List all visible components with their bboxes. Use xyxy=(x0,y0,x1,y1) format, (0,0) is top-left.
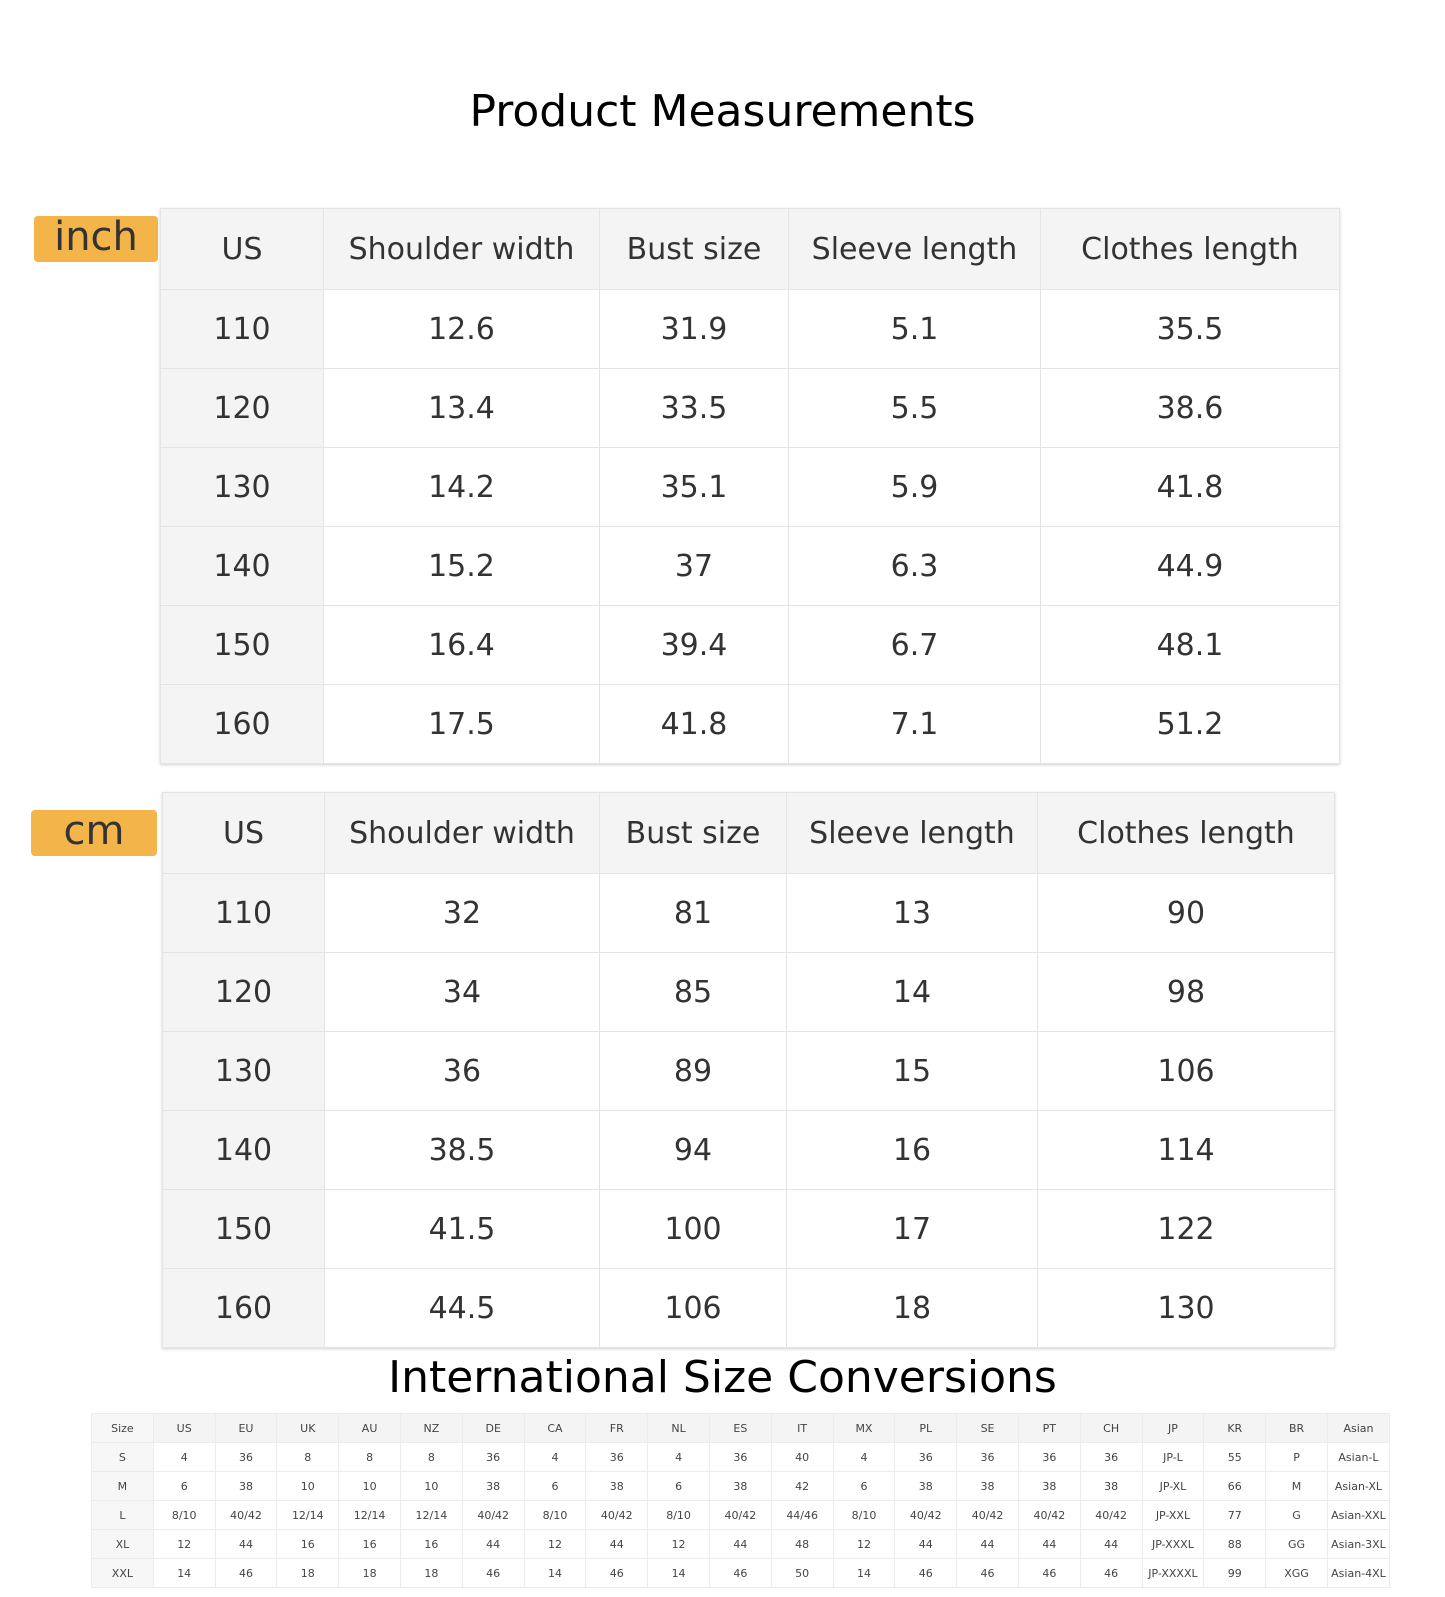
intl-cell: 46 xyxy=(215,1559,277,1588)
cm-cell: 89 xyxy=(600,1032,787,1111)
inch-cell: 160 xyxy=(161,685,324,764)
intl-column-header: BR xyxy=(1266,1414,1328,1443)
cm-cell: 122 xyxy=(1038,1190,1335,1269)
intl-cell: 12 xyxy=(833,1530,895,1559)
intl-cell: 46 xyxy=(586,1559,648,1588)
intl-column-header: PL xyxy=(895,1414,957,1443)
inch-cell: 39.4 xyxy=(600,606,789,685)
intl-column-header: DE xyxy=(462,1414,524,1443)
inch-cell: 17.5 xyxy=(324,685,600,764)
intl-cell: 14 xyxy=(648,1559,710,1588)
intl-cell: 40/42 xyxy=(462,1501,524,1530)
intl-cell: 44 xyxy=(1080,1530,1142,1559)
inch-cell: 140 xyxy=(161,527,324,606)
inch-cell: 35.5 xyxy=(1041,290,1340,369)
cm-cell: 85 xyxy=(600,953,787,1032)
intl-cell: XXL xyxy=(92,1559,154,1588)
intl-column-header: Asian xyxy=(1327,1414,1389,1443)
intl-cell: 16 xyxy=(400,1530,462,1559)
inch-cell: 7.1 xyxy=(789,685,1041,764)
cm-column-header: Shoulder width xyxy=(325,793,600,874)
intl-cell: 38 xyxy=(215,1472,277,1501)
intl-cell: 10 xyxy=(339,1472,401,1501)
intl-cell: XL xyxy=(92,1530,154,1559)
intl-column-header: SE xyxy=(957,1414,1019,1443)
intl-cell: 44 xyxy=(215,1530,277,1559)
inch-cell: 37 xyxy=(600,527,789,606)
intl-cell: 36 xyxy=(586,1443,648,1472)
intl-cell: 36 xyxy=(957,1443,1019,1472)
intl-cell: 10 xyxy=(277,1472,339,1501)
cm-column-header: Clothes length xyxy=(1038,793,1335,874)
intl-cell: G xyxy=(1266,1501,1328,1530)
inch-cell: 12.6 xyxy=(324,290,600,369)
table-row xyxy=(161,290,1340,369)
intl-cell: 40/42 xyxy=(1018,1501,1080,1530)
inch-cell: 41.8 xyxy=(1041,448,1340,527)
cm-cell: 36 xyxy=(325,1032,600,1111)
intl-cell: 38 xyxy=(1018,1472,1080,1501)
intl-column-header: CH xyxy=(1080,1414,1142,1443)
intl-cell: 40/42 xyxy=(709,1501,771,1530)
intl-column-header: Size xyxy=(92,1414,154,1443)
intl-cell: 8/10 xyxy=(648,1501,710,1530)
cm-measurement-table xyxy=(162,792,1335,1348)
intl-cell: 44 xyxy=(709,1530,771,1559)
inch-cell: 15.2 xyxy=(324,527,600,606)
inch-column-header: Clothes length xyxy=(1041,209,1340,290)
intl-cell: 12/14 xyxy=(339,1501,401,1530)
intl-cell: JP-XXXL xyxy=(1142,1530,1204,1559)
intl-cell: P xyxy=(1266,1443,1328,1472)
intl-cell: 46 xyxy=(709,1559,771,1588)
cm-cell: 106 xyxy=(600,1269,787,1348)
table-row xyxy=(163,874,1335,953)
cm-cell: 106 xyxy=(1038,1032,1335,1111)
intl-cell: Asian-XXL xyxy=(1327,1501,1389,1530)
intl-cell: Asian-4XL xyxy=(1327,1559,1389,1588)
intl-cell: 44 xyxy=(957,1530,1019,1559)
intl-cell: 6 xyxy=(833,1472,895,1501)
intl-cell: 18 xyxy=(400,1559,462,1588)
intl-cell: 55 xyxy=(1204,1443,1266,1472)
inch-cell: 6.3 xyxy=(789,527,1041,606)
cm-cell: 13 xyxy=(787,874,1038,953)
cm-cell: 160 xyxy=(163,1269,325,1348)
inch-column-header: Sleeve length xyxy=(789,209,1041,290)
intl-cell: 12/14 xyxy=(277,1501,339,1530)
intl-cell: 38 xyxy=(462,1472,524,1501)
intl-cell: 36 xyxy=(895,1443,957,1472)
intl-cell: 6 xyxy=(648,1472,710,1501)
intl-cell: 12 xyxy=(153,1530,215,1559)
intl-cell: 46 xyxy=(462,1559,524,1588)
intl-size-title: International Size Conversions xyxy=(388,1352,1057,1403)
intl-cell: 4 xyxy=(833,1443,895,1472)
cm-cell: 44.5 xyxy=(325,1269,600,1348)
inch-cell: 13.4 xyxy=(324,369,600,448)
intl-cell: 40/42 xyxy=(586,1501,648,1530)
inch-cell: 33.5 xyxy=(600,369,789,448)
inch-cell: 44.9 xyxy=(1041,527,1340,606)
intl-column-header: KR xyxy=(1204,1414,1266,1443)
intl-cell: M xyxy=(1266,1472,1328,1501)
cm-cell: 114 xyxy=(1038,1111,1335,1190)
intl-cell: 50 xyxy=(771,1559,833,1588)
inch-cell: 38.6 xyxy=(1041,369,1340,448)
table-row xyxy=(92,1501,1390,1530)
intl-cell: 38 xyxy=(709,1472,771,1501)
intl-cell: 36 xyxy=(215,1443,277,1472)
intl-cell: 44/46 xyxy=(771,1501,833,1530)
intl-cell: M xyxy=(92,1472,154,1501)
cm-cell: 34 xyxy=(325,953,600,1032)
cm-cell: 120 xyxy=(163,953,325,1032)
intl-cell: Asian-XL xyxy=(1327,1472,1389,1501)
cm-cell: 18 xyxy=(787,1269,1038,1348)
cm-cell: 130 xyxy=(163,1032,325,1111)
intl-cell: 10 xyxy=(400,1472,462,1501)
inch-cell: 51.2 xyxy=(1041,685,1340,764)
cm-column-header: Bust size xyxy=(600,793,787,874)
intl-cell: 40 xyxy=(771,1443,833,1472)
cm-cell: 41.5 xyxy=(325,1190,600,1269)
intl-cell: S xyxy=(92,1443,154,1472)
intl-column-header: FR xyxy=(586,1414,648,1443)
intl-column-header: CA xyxy=(524,1414,586,1443)
intl-cell: 8 xyxy=(339,1443,401,1472)
inch-cell: 110 xyxy=(161,290,324,369)
intl-cell: Asian-L xyxy=(1327,1443,1389,1472)
cm-unit-tag: cm xyxy=(31,810,157,856)
intl-cell: GG xyxy=(1266,1530,1328,1559)
intl-cell: 40/42 xyxy=(1080,1501,1142,1530)
table-row xyxy=(161,527,1340,606)
cm-header-row xyxy=(163,793,1335,874)
cm-cell: 90 xyxy=(1038,874,1335,953)
intl-column-header: JP xyxy=(1142,1414,1204,1443)
intl-column-header: IT xyxy=(771,1414,833,1443)
cm-cell: 15 xyxy=(787,1032,1038,1111)
intl-cell: 36 xyxy=(1080,1443,1142,1472)
intl-cell: L xyxy=(92,1501,154,1530)
cm-cell: 32 xyxy=(325,874,600,953)
intl-cell: 16 xyxy=(339,1530,401,1559)
intl-cell: Asian-3XL xyxy=(1327,1530,1389,1559)
table-row xyxy=(161,448,1340,527)
inch-header-row xyxy=(161,209,1340,290)
inch-cell: 5.5 xyxy=(789,369,1041,448)
intl-cell: 42 xyxy=(771,1472,833,1501)
table-row xyxy=(161,606,1340,685)
intl-column-header: EU xyxy=(215,1414,277,1443)
cm-column-header: US xyxy=(163,793,325,874)
intl-cell: JP-XXXXL xyxy=(1142,1559,1204,1588)
intl-cell: 36 xyxy=(462,1443,524,1472)
intl-cell: 46 xyxy=(895,1559,957,1588)
cm-cell: 14 xyxy=(787,953,1038,1032)
intl-cell: 40/42 xyxy=(215,1501,277,1530)
table-row xyxy=(163,1032,1335,1111)
intl-cell: 46 xyxy=(1018,1559,1080,1588)
intl-cell: 6 xyxy=(524,1472,586,1501)
intl-cell: 12 xyxy=(524,1530,586,1559)
intl-cell: 44 xyxy=(462,1530,524,1559)
inch-cell: 5.1 xyxy=(789,290,1041,369)
intl-cell: JP-XL xyxy=(1142,1472,1204,1501)
inch-cell: 31.9 xyxy=(600,290,789,369)
inch-cell: 48.1 xyxy=(1041,606,1340,685)
inch-cell: 41.8 xyxy=(600,685,789,764)
cm-cell: 130 xyxy=(1038,1269,1335,1348)
intl-cell: XGG xyxy=(1266,1559,1328,1588)
cm-cell: 17 xyxy=(787,1190,1038,1269)
intl-column-header: AU xyxy=(339,1414,401,1443)
intl-cell: 44 xyxy=(895,1530,957,1559)
table-row xyxy=(92,1443,1390,1472)
inch-unit-tag: inch xyxy=(34,216,158,262)
intl-cell: 18 xyxy=(339,1559,401,1588)
intl-column-header: MX xyxy=(833,1414,895,1443)
cm-cell: 16 xyxy=(787,1111,1038,1190)
inch-cell: 6.7 xyxy=(789,606,1041,685)
intl-cell: 14 xyxy=(153,1559,215,1588)
cm-cell: 94 xyxy=(600,1111,787,1190)
page-title: Product Measurements xyxy=(469,86,976,137)
intl-cell: 99 xyxy=(1204,1559,1266,1588)
cm-cell: 38.5 xyxy=(325,1111,600,1190)
intl-column-header: ES xyxy=(709,1414,771,1443)
table-row xyxy=(163,1269,1335,1348)
inch-cell: 120 xyxy=(161,369,324,448)
inch-cell: 5.9 xyxy=(789,448,1041,527)
intl-cell: 8/10 xyxy=(833,1501,895,1530)
intl-cell: JP-L xyxy=(1142,1443,1204,1472)
inch-measurement-table xyxy=(160,208,1340,764)
intl-cell: 6 xyxy=(153,1472,215,1501)
intl-cell: 16 xyxy=(277,1530,339,1559)
table-row xyxy=(161,685,1340,764)
intl-column-header: NZ xyxy=(400,1414,462,1443)
intl-cell: 12/14 xyxy=(400,1501,462,1530)
intl-column-header: UK xyxy=(277,1414,339,1443)
intl-cell: 18 xyxy=(277,1559,339,1588)
intl-cell: 14 xyxy=(833,1559,895,1588)
cm-column-header: Sleeve length xyxy=(787,793,1038,874)
intl-size-table xyxy=(91,1413,1390,1588)
table-row xyxy=(163,1111,1335,1190)
cm-cell: 81 xyxy=(600,874,787,953)
intl-cell: 36 xyxy=(709,1443,771,1472)
cm-cell: 100 xyxy=(600,1190,787,1269)
intl-cell: 48 xyxy=(771,1530,833,1559)
cm-cell: 150 xyxy=(163,1190,325,1269)
intl-cell: 44 xyxy=(1018,1530,1080,1559)
inch-column-header: US xyxy=(161,209,324,290)
intl-header-row xyxy=(92,1414,1390,1443)
intl-cell: 8/10 xyxy=(153,1501,215,1530)
intl-cell: 77 xyxy=(1204,1501,1266,1530)
intl-cell: 46 xyxy=(957,1559,1019,1588)
intl-cell: JP-XXL xyxy=(1142,1501,1204,1530)
intl-cell: 40/42 xyxy=(957,1501,1019,1530)
inch-cell: 150 xyxy=(161,606,324,685)
intl-cell: 8 xyxy=(277,1443,339,1472)
cm-cell: 98 xyxy=(1038,953,1335,1032)
intl-cell: 38 xyxy=(895,1472,957,1501)
intl-cell: 66 xyxy=(1204,1472,1266,1501)
intl-cell: 14 xyxy=(524,1559,586,1588)
table-row xyxy=(163,953,1335,1032)
intl-cell: 88 xyxy=(1204,1530,1266,1559)
intl-cell: 38 xyxy=(957,1472,1019,1501)
inch-cell: 14.2 xyxy=(324,448,600,527)
intl-column-header: US xyxy=(153,1414,215,1443)
intl-cell: 40/42 xyxy=(895,1501,957,1530)
intl-cell: 38 xyxy=(1080,1472,1142,1501)
table-row xyxy=(92,1559,1390,1588)
intl-cell: 36 xyxy=(1018,1443,1080,1472)
intl-cell: 4 xyxy=(153,1443,215,1472)
intl-cell: 12 xyxy=(648,1530,710,1559)
inch-cell: 35.1 xyxy=(600,448,789,527)
inch-column-header: Shoulder width xyxy=(324,209,600,290)
table-row xyxy=(92,1472,1390,1501)
inch-cell: 130 xyxy=(161,448,324,527)
table-row xyxy=(163,1190,1335,1269)
table-row xyxy=(92,1530,1390,1559)
intl-cell: 8/10 xyxy=(524,1501,586,1530)
intl-cell: 38 xyxy=(586,1472,648,1501)
intl-cell: 44 xyxy=(586,1530,648,1559)
inch-column-header: Bust size xyxy=(600,209,789,290)
intl-cell: 4 xyxy=(648,1443,710,1472)
intl-column-header: PT xyxy=(1018,1414,1080,1443)
inch-cell: 16.4 xyxy=(324,606,600,685)
table-row xyxy=(161,369,1340,448)
intl-cell: 46 xyxy=(1080,1559,1142,1588)
intl-cell: 4 xyxy=(524,1443,586,1472)
intl-cell: 8 xyxy=(400,1443,462,1472)
intl-column-header: NL xyxy=(648,1414,710,1443)
cm-cell: 140 xyxy=(163,1111,325,1190)
cm-cell: 110 xyxy=(163,874,325,953)
